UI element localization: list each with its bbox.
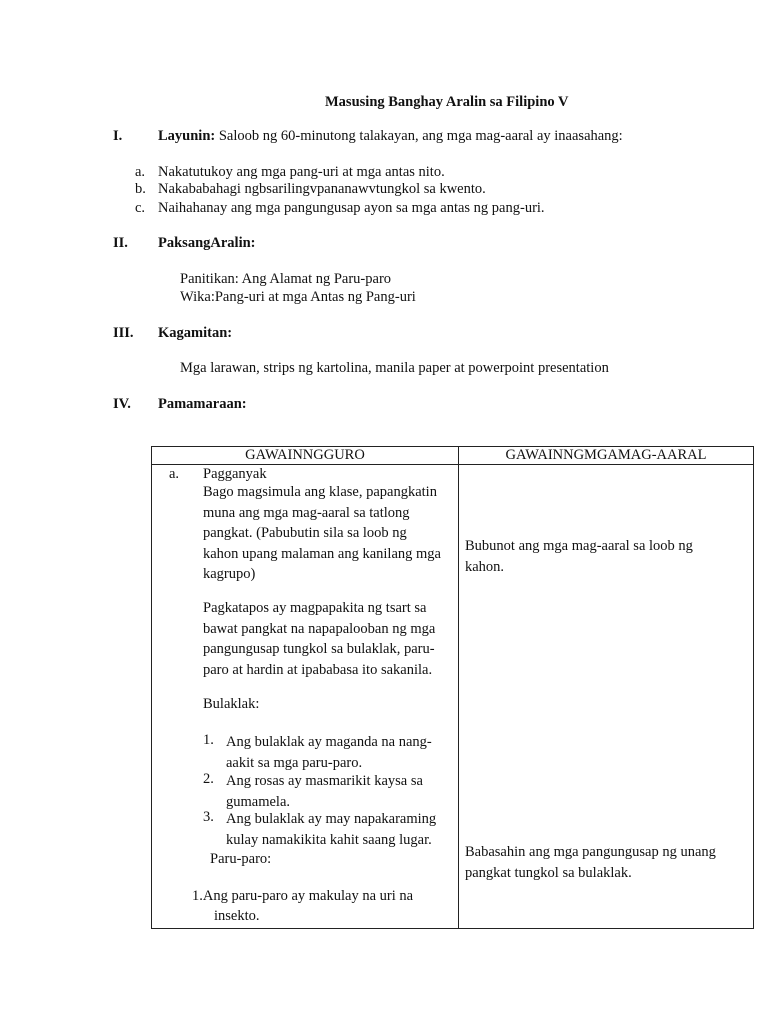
item-line: Ang bulaklak ay may napakaraming: [226, 811, 437, 827]
paragraph-line: muna ang mga mag-aaral sa tatlong: [203, 504, 410, 521]
student-activity-cell: [459, 465, 754, 929]
bulaklak-item-number: 1.: [203, 732, 214, 748]
pagganyak-label: Pagganyak: [203, 466, 267, 482]
paragraph-line: bawat pangkat na napapalooban ng mga: [203, 620, 436, 637]
section-ii-label: PaksangAralin:: [158, 235, 256, 251]
item-line: aakit sa mga paru-paro.: [226, 754, 363, 771]
response-line: pangkat tungkol sa bulaklak.: [465, 864, 632, 881]
objective-marker: b.: [135, 181, 146, 197]
objective-text: Nakababahagi ngbsarilingvpananawvtungkol sa kwento.: [158, 181, 486, 197]
section-iv-label: Pamamaraan:: [158, 396, 247, 412]
bulaklak-item-1: [226, 732, 432, 773]
bulaklak-item-3: [226, 809, 436, 850]
bulaklak-item-number: 3.: [203, 809, 214, 825]
student-column-header: GAWAINNGMGAMAG-AARAL: [459, 447, 754, 465]
teacher-paragraph-2: [203, 598, 435, 680]
response-line: Bubunot ang mga mag-aaral sa loob ng: [465, 538, 693, 554]
teacher-activity-cell: [152, 465, 459, 929]
section-iv-number: IV.: [113, 396, 131, 412]
table-row: [152, 465, 754, 929]
item-line: Ang rosas ay masmarikit kaysa sa: [226, 773, 423, 789]
student-response-2: [465, 842, 716, 883]
paragraph-line: kahon upang malaman ang kanilang mga: [203, 545, 441, 562]
section-ii-number: II.: [113, 235, 128, 251]
paragraph-line: paro at hardin at ipababasa ito sakanila.: [203, 661, 433, 678]
response-line: kahon.: [465, 558, 505, 575]
bulaklak-item-number: 2.: [203, 771, 214, 787]
section-iii-text: Mga larawan, strips ng kartolina, manila paper at powerpoint presentation: [180, 360, 609, 376]
student-response-1: [465, 536, 693, 577]
section-ii-line: Wika:Pang-uri at mga Antas ng Pang-uri: [180, 289, 416, 305]
section-i-text: Saloob ng 60-minutong talakayan, ang mga mag-aaral ay inaasahang:: [215, 128, 623, 144]
objective-text: Nakatutukoy ang mga pang-uri at mga antas nito.: [158, 164, 445, 180]
teacher-column-header: GAWAINNGGURO: [152, 447, 459, 465]
item-line: gumamela.: [226, 793, 291, 810]
section-ii-line: Panitikan: Ang Alamat ng Paru-paro: [180, 271, 392, 287]
objective-marker: a.: [135, 164, 146, 180]
procedure-table: [151, 446, 754, 929]
item-line: Ang bulaklak ay maganda na nang-: [226, 734, 432, 750]
paruparo-label: Paru-paro:: [210, 851, 272, 867]
pagganyak-marker: a.: [169, 466, 180, 482]
table-header-row: [152, 447, 754, 465]
paragraph-line: Bago magsimula ang klase, papangkatin: [203, 484, 437, 500]
paragraph-line: Pagkatapos ay magpapakita ng tsart sa: [203, 600, 427, 616]
bulaklak-label: Bulaklak:: [203, 696, 260, 712]
paruparo-item-line: insekto.: [214, 908, 260, 924]
objective-text: Naihahanay ang mga pangungusap ayon sa mga antas ng pang-uri.: [158, 200, 545, 216]
teacher-paragraph-1: [203, 482, 441, 585]
paragraph-line: kagrupo): [203, 566, 256, 583]
objective-marker: c.: [135, 200, 146, 216]
paragraph-line: pangungusap tungkol sa bulaklak, paru-: [203, 641, 435, 658]
section-i-number: I.: [113, 128, 123, 144]
section-i-heading: [158, 128, 623, 145]
paragraph-line: pangkat. (Pabubutin sila sa loob ng: [203, 525, 407, 542]
section-i-label: Layunin:: [158, 128, 216, 144]
page-title: Masusing Banghay Aralin sa Filipino V: [325, 94, 569, 110]
bulaklak-item-2: [226, 771, 423, 812]
item-line: kulay namakikita kahit saang lugar.: [226, 831, 432, 848]
section-iii-label: Kagamitan:: [158, 325, 233, 341]
section-iii-number: III.: [113, 325, 134, 341]
paruparo-item-line: 1.Ang paru-paro ay makulay na uri na: [192, 888, 414, 904]
response-line: Babasahin ang mga pangungusap ng unang: [465, 844, 716, 860]
